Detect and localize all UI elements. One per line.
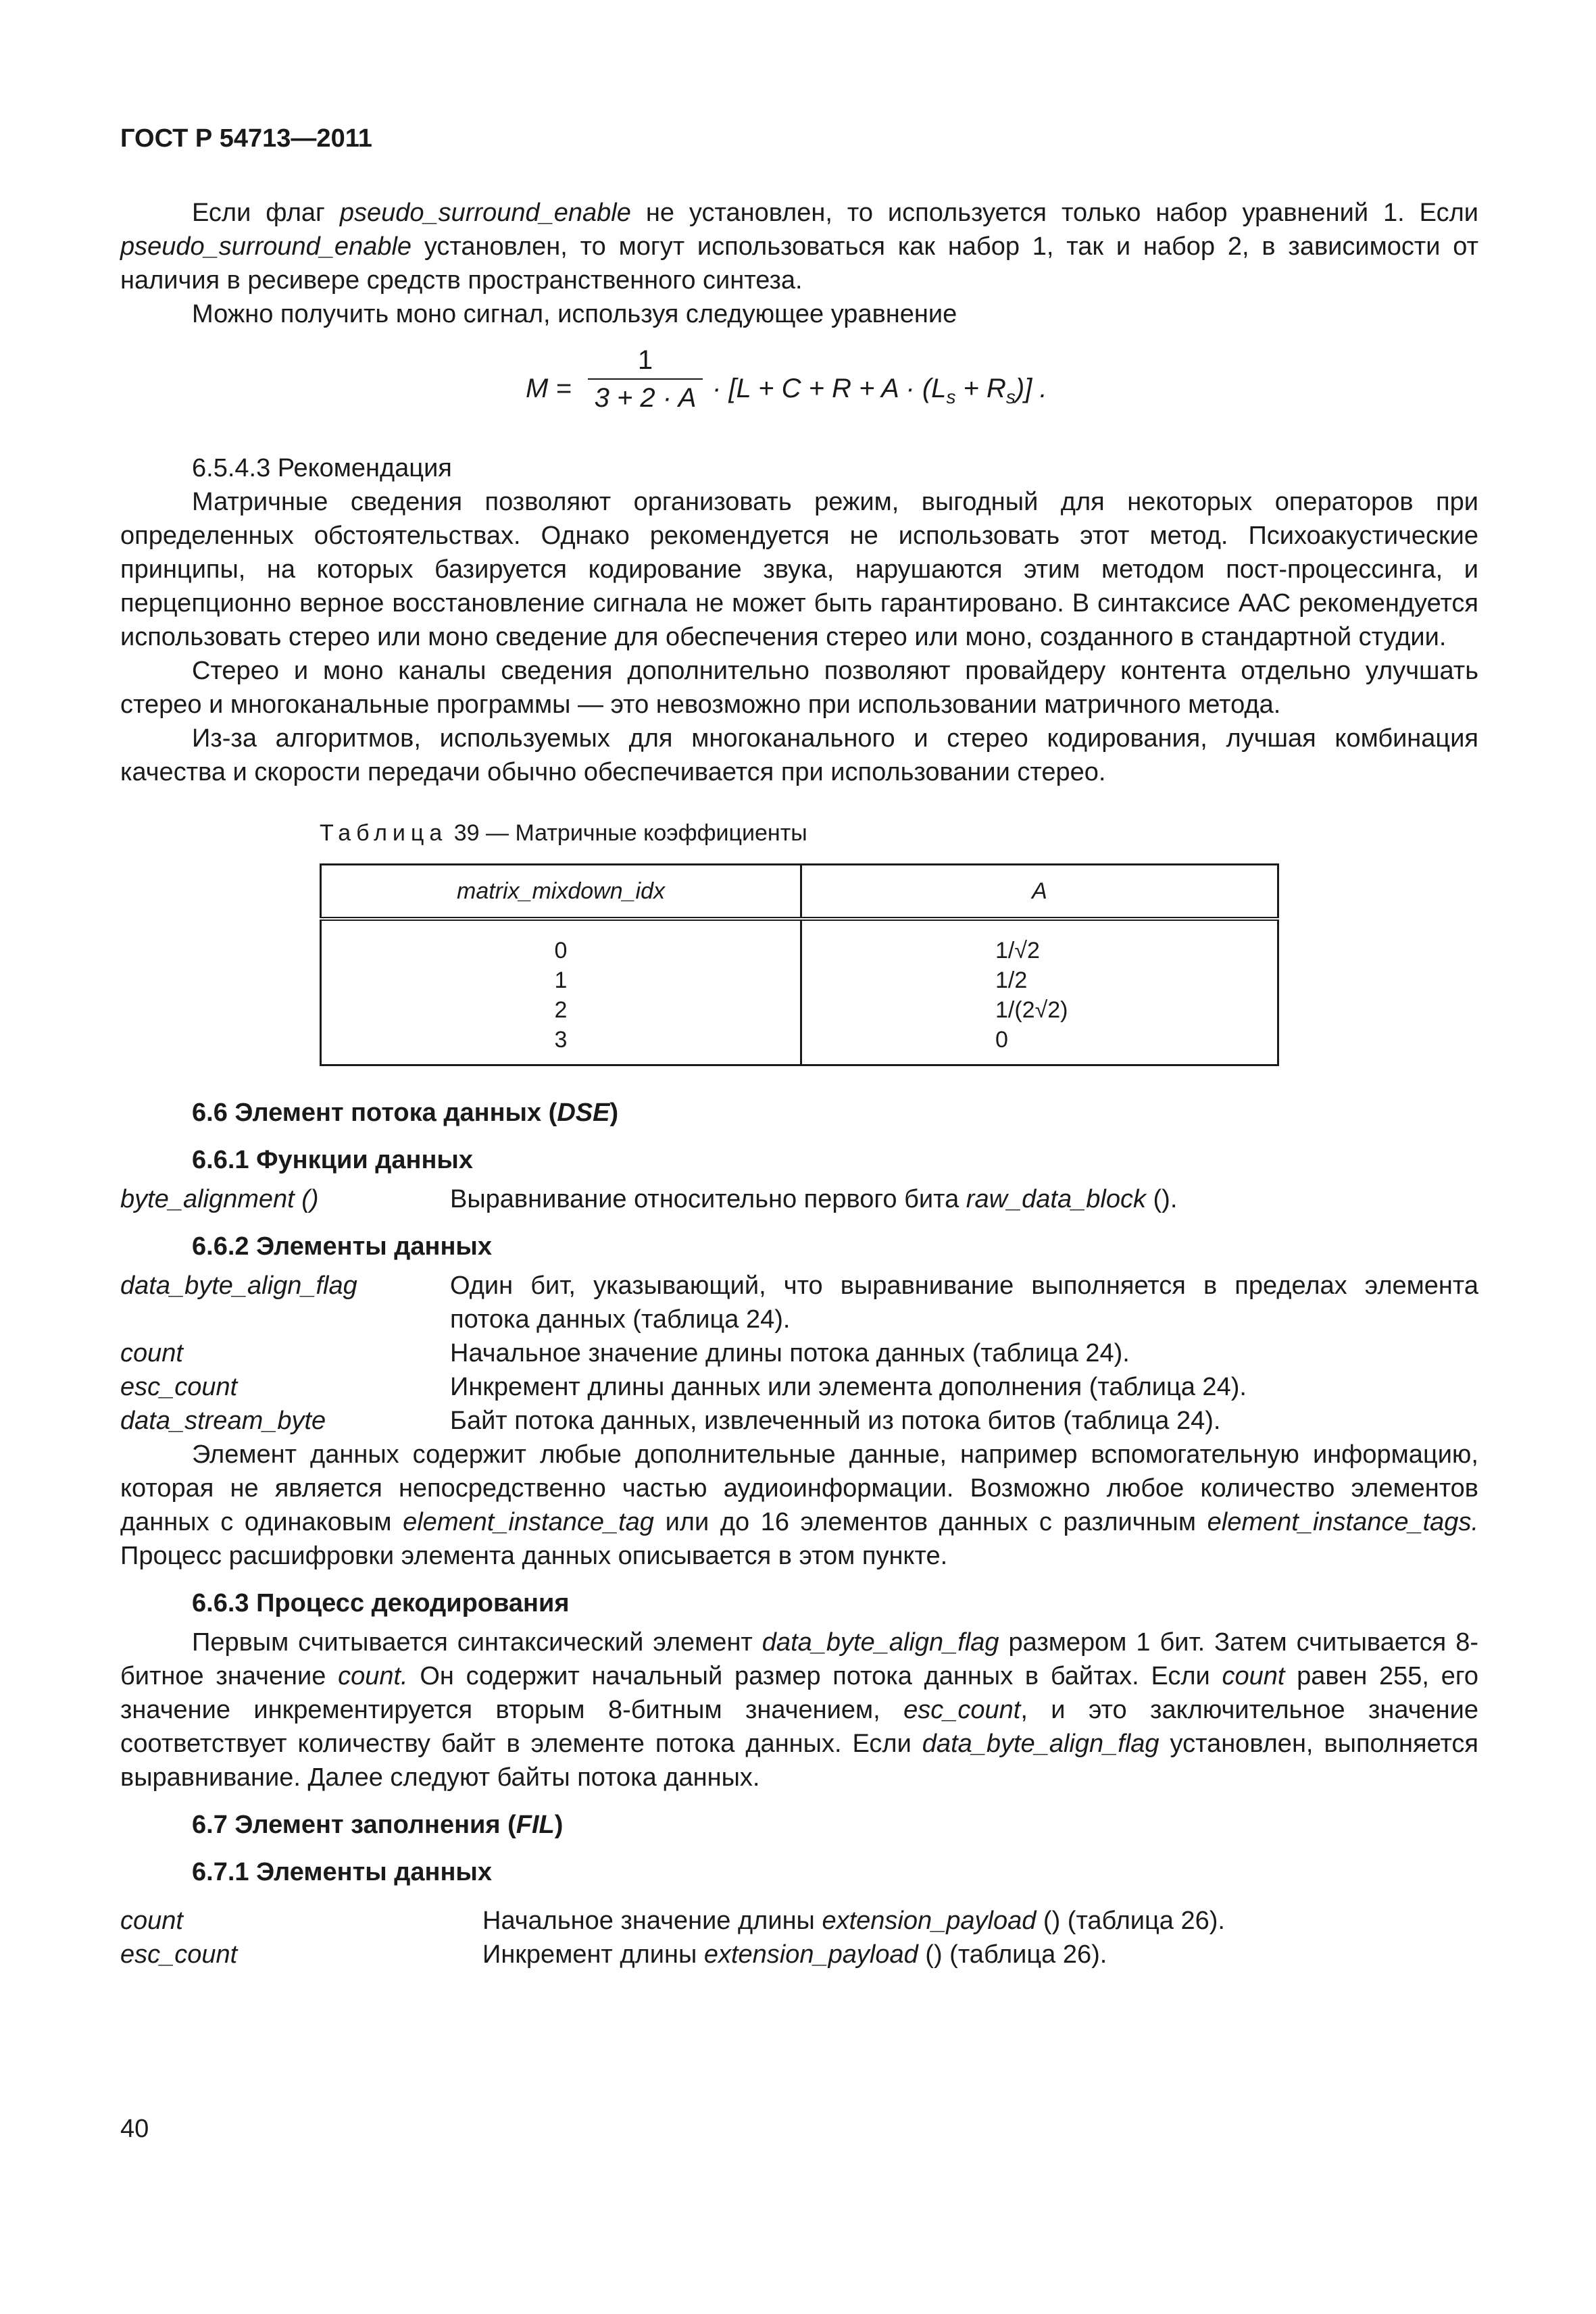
page-number: 40 [120,2115,149,2143]
idx-cell: 0 1 2 3 [321,919,801,1065]
table-39-caption: Таблица 39 — Матричные коэффициенты [320,820,807,846]
definition-row [120,1404,1478,1438]
definition-desc: Инкремент длины данных или элемента дополнения (таблица 24). [450,1373,1247,1401]
definition-row [120,1938,1478,1971]
paragraph-pseudo-surround: Если флаг pseudo_surround_enable не установлен, то используется только набор уравнений 1. Если pseudo_surround_enable установлен, то могут использоваться как набор 1, так и набор 2, в зависимости от наличия в ресивере средств пространственного синтеза. [120,199,1478,295]
document-page [120,122,1478,1971]
definition-desc: Один бит, указывающий, что выравнивание выполняется в пределах элемента потока данных (таблица 24). [450,1272,1478,1334]
section-6-7-1-title: 6.7.1 Элементы данных [192,1858,492,1886]
definition-row [120,1904,1478,1938]
definition-row [120,1269,1478,1336]
definition-term: count [120,1339,183,1367]
a-cell: 1/√2 1/2 1/(2√2) 0 [801,919,1278,1065]
paragraph-decoding: Первым считывается синтаксический элемент data_byte_align_flag размером 1 бит. Затем считывается 8-битное значение count. Он содержит начальный размер потока данных в байтах. Если count равен 255, его значение инкрементируется вторым 8-битным значением, esc_count, и это заключительное значение соответствует количеству байт в элементе потока данных. Если data_byte_align_flag установлен, выполняется выравнивание. Далее следуют байты потока данных. [120,1628,1478,1792]
column-header-matrix-mixdown-idx: matrix_mixdown_idx [321,865,801,920]
definition-row [120,1182,1478,1216]
section-6-6-3-title: 6.6.3 Процесс декодирования [192,1589,570,1617]
definition-desc: Байт потока данных, извлеченный из потока битов (таблица 24). [450,1407,1221,1435]
definition-desc: Выравнивание относительно первого бита raw_data_block (). [450,1185,1178,1213]
formula-numerator: 1 [637,345,653,375]
definition-desc: Начальное значение длины extension_payload () (таблица 26). [482,1907,1225,1935]
paragraph-mono-signal: Можно получить моно сигнал, используя следующее уравнение [192,300,957,328]
definition-row [120,1336,1478,1370]
definition-term: esc_count [120,1940,238,1969]
formula-fraction [588,343,703,415]
table-row [321,919,1278,1065]
section-6-6-1-title: 6.6.1 Функции данных [192,1146,473,1174]
column-header-a: A [801,865,1278,920]
section-6-7-title: 6.7 Элемент заполнения (FIL) [192,1811,564,1839]
definition-term: byte_alignment () [120,1185,319,1213]
paragraph-data-element: Элемент данных содержит любые дополнительные данные, например вспомогательную информацию, которая не является непосредственно частью аудиоинформации. Возможно любое количество элементов данных с одинаковым element_instance_tag или до 16 элементов данных с различным element_instance_tags. Процесс расшифровки элемента данных описывается в этом пункте. [120,1440,1478,1570]
definition-row [120,1370,1478,1404]
section-6-6-title: 6.6 Элемент потока данных (DSE) [192,1099,619,1127]
section-6-6-2-title: 6.6.2 Элементы данных [192,1232,492,1261]
definitions-6-6-1 [120,1182,1478,1216]
formula-rhs: · $[L + C + R + A \cdot (L_s + R_s)]$ . [712,374,1047,407]
definitions-6-6-2 [120,1269,1478,1438]
matrix-coefficients-table [320,863,1279,1066]
definition-desc: Начальное значение длины потока данных (таблица 24). [450,1339,1130,1367]
definition-term: esc_count [120,1373,238,1401]
fraction-bar [588,378,703,380]
formula-lhs: M = [526,374,572,403]
paragraph-algorithms: Из-за алгоритмов, используемых для многоканального и стерео кодирования, лучшая комбинация качества и скорости передачи обычно обеспечивается при использовании стерео. [120,724,1478,786]
paragraph-stereo-mono: Стерео и моно каналы сведения дополнительно позволяют провайдеру контента отдельно улучшать стерео и многоканальные программы — это невозможно при использовании матричного метода. [120,657,1478,719]
definition-term: count [120,1907,183,1935]
paragraph-recommendation: Матричные сведения позволяют организовать режим, выгодный для некоторых операторов при определенных обстоятельствах. Однако рекомендуется не использовать этот метод. Психоакустические принципы, на которых базируется кодирование звука, нарушаются этим методом пост-процессинга, и перцепционно верное восстановление сигнала не может быть гарантировано. В синтаксисе ААС рекомендуется использовать стерео или моно сведение для обеспечения стерео или моно, созданного в стандартной студии. [120,488,1478,651]
section-6-5-4-3-title: 6.5.4.3 Рекомендация [192,454,452,482]
definition-term: data_stream_byte [120,1407,326,1435]
definition-desc: Инкремент длины extension_payload () (таблица 26). [482,1940,1107,1969]
document-header: ГОСТ Р 54713—2011 [120,124,372,153]
mono-formula [120,343,1478,438]
definition-term: data_byte_align_flag [120,1272,357,1300]
table-header-row [321,865,1278,920]
definitions-6-7-1 [120,1904,1478,1971]
formula-denominator: 3 + 2 · A [594,383,697,413]
